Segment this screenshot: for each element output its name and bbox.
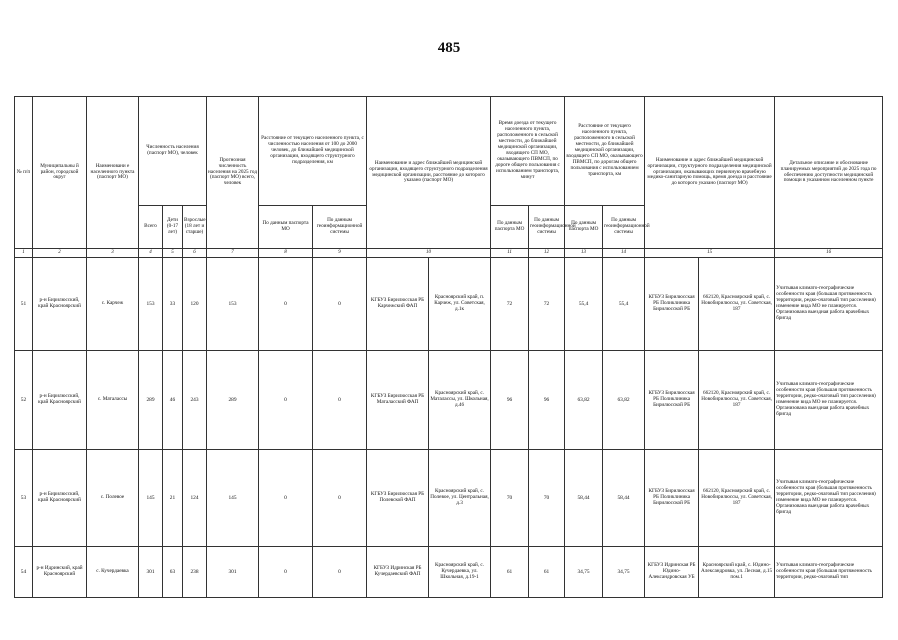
header-time-passport: По данным паспорта МО [491,206,529,249]
time-passport-cell: 96 [491,351,529,450]
population-children-cell: 21 [163,450,183,547]
header-row-1 [15,97,883,206]
column-number: 9 [313,249,367,258]
road-gis-cell: 58,44 [603,450,645,547]
header-time-group: Время доезда от текущего населенного пункта, расположенного в сельской местности, до ближайшей медицинской организации, входящего СП МО, оказывающего ПВМСП, по дороге общего пользования с использованием транспорта, минут [491,97,565,206]
header-distance-passport: По данным паспорта МО [259,206,313,249]
header-district: Муниципальны й район, городской округ [33,97,87,249]
header-primary-care-org: Наименование и адрес ближайшей медицинской организации, структурного подразделения медицинской организации, оказывающих первичную врачебную медико-санитарную помощь, время доезда и расстояние до которого указано (паспорт МО) [645,97,775,249]
district-cell: р-н Бирилюсский, край Красноярский [33,450,87,547]
column-number: 2 [33,249,87,258]
header-distance-gis: По данным геоинформационной системы [313,206,367,249]
column-number: 15 [645,249,775,258]
population-total-cell: 153 [139,258,163,351]
population-total-cell: 145 [139,450,163,547]
settlement-cell: с. Маталассы [87,351,139,450]
header-time-gis: По данным геоинформационной системы [529,206,565,249]
header-description: Детальное описание и обоснование планируемых мероприятий до 2025 года по обеспечению доступности медицинской помощи в указанном населенном пункте [775,97,883,249]
population-children-cell: 46 [163,351,183,450]
header-road-distance-group: Расстояние от текущего населенного пункта, расположенного в сельской местности, до ближайшей медицинской организации, входящего СП МО, оказывающего ПВМСП, по дорогам общего пользования с использованием транспорта, км [565,97,645,206]
column-number: 3 [87,249,139,258]
primary-care-address-cell: 662120, Красноярский край, с. Новобирилюссы, ул. Советская, 187 [699,351,775,450]
table-row [15,450,883,547]
org-address-cell: Красноярский край, п. Карчеж, ул. Советская, д.1к [429,258,491,351]
page-number: 485 [437,40,461,56]
population-total-cell: 289 [139,351,163,450]
primary-care-address-cell: Красноярский край, с. Юдино-Александровка, ул. Лесная, д.15 пом.1 [699,547,775,598]
population-total-cell: 301 [139,547,163,598]
settlement-cell: с. Кучердаевка [87,547,139,598]
population-adults-cell: 243 [183,351,207,450]
time-gis-cell: 61 [529,547,565,598]
forecast-cell: 153 [207,258,259,351]
org-address-cell: Красноярский край, с. Кучердаевка, ул. Школьная, д.19-1 [429,547,491,598]
column-number: 8 [259,249,313,258]
row-number: 51 [15,258,33,351]
primary-care-name-cell: КГБУЗ Бирилюсская РБ Поликлиника Бирилюсской РБ [645,450,699,547]
road-passport-cell: 63,82 [565,351,603,450]
forecast-cell: 289 [207,351,259,450]
org-name-cell: КГБУЗ Бирилюсская РБ Карчежский ФАП [367,258,429,351]
description-cell: Учитывая климато-географические особенности края (большая протяженность территории, редко-очаговый тип [775,547,883,598]
header-forecast: Прогнозная численность населения на 2025 год (паспорт МО) всего, человек [207,97,259,249]
column-number-row [15,249,883,258]
column-number: 14 [603,249,645,258]
population-children-cell: 33 [163,258,183,351]
org-name-cell: КГБУЗ Бирилюсская РБ Маталасский ФАП [367,351,429,450]
road-passport-cell: 34,75 [565,547,603,598]
column-number: 11 [491,249,529,258]
settlement-cell: с. Карчеж [87,258,139,351]
time-gis-cell: 72 [529,258,565,351]
header-no: № п/п [15,97,33,249]
settlement-cell: с. Полевое [87,450,139,547]
road-gis-cell: 34,75 [603,547,645,598]
road-gis-cell: 55,4 [603,258,645,351]
primary-care-address-cell: 662120, Красноярский край, с. Новобирилюссы, ул. Советская, 187 [699,258,775,351]
distance-passport-cell: 0 [259,258,313,351]
org-name-cell: КГБУЗ Идринская РБ Кучердаевский ФАП [367,547,429,598]
road-gis-cell: 63,82 [603,351,645,450]
table-row [15,258,883,351]
column-number: 1 [15,249,33,258]
column-number: 12 [529,249,565,258]
road-passport-cell: 58,44 [565,450,603,547]
row-number: 54 [15,547,33,598]
population-adults-cell: 124 [183,450,207,547]
header-adults: Взрослые (18 лет и старше) [183,206,207,249]
column-number: 6 [183,249,207,258]
time-passport-cell: 70 [491,450,529,547]
header-road-gis: По данным геоинформационной системы [603,206,645,249]
road-passport-cell: 55,4 [565,258,603,351]
header-children: Дети (0-17 лет) [163,206,183,249]
population-children-cell: 63 [163,547,183,598]
primary-care-name-cell: КГБУЗ Бирилюсская РБ Поликлиника Бирилюсской РБ [645,258,699,351]
primary-care-address-cell: 662120, Красноярский край, с. Новобирилюссы, ул. Советская, 187 [699,450,775,547]
org-address-cell: Красноярский край, с. Маталассы, ул. Школьная, д.46 [429,351,491,450]
primary-care-name-cell: КГБУЗ Бирилюсская РБ Поликлиника Бирилюсской РБ [645,351,699,450]
district-cell: р-н Бирилюсский, край Красноярский [33,258,87,351]
distance-gis-cell: 0 [313,258,367,351]
column-number: 16 [775,249,883,258]
header-total: Всего [139,206,163,249]
population-adults-cell: 120 [183,258,207,351]
header-road-passport: По данным паспорта МО [565,206,603,249]
district-cell: р-н Идринский, край Красноярский [33,547,87,598]
district-cell: р-н Бирилюсский, край Красноярский [33,351,87,450]
time-passport-cell: 61 [491,547,529,598]
table-row [15,547,883,598]
header-population-group: Численность населения (паспорт МО), человек [139,97,207,206]
table-row [15,351,883,450]
distance-passport-cell: 0 [259,547,313,598]
description-cell: Учитывая климато-географические особенности края (большая протяженность территории, редко-очаговый тип расселения) изменение вида МО не планируется. Организована выездная работа врачебных бригад [775,450,883,547]
row-number: 52 [15,351,33,450]
distance-passport-cell: 0 [259,450,313,547]
time-passport-cell: 72 [491,258,529,351]
forecast-cell: 301 [207,547,259,598]
org-address-cell: Красноярский край, с. Полевое, ул. Центральная, д.3 [429,450,491,547]
description-cell: Учитывая климато-географические особенности края (большая протяженность территории, редко-очаговый тип расселения) изменение вида МО не планируется. Организована выездная работа врачебных бригад [775,258,883,351]
forecast-cell: 145 [207,450,259,547]
time-gis-cell: 70 [529,450,565,547]
column-number: 10 [367,249,491,258]
distance-gis-cell: 0 [313,547,367,598]
column-number: 4 [139,249,163,258]
org-name-cell: КГБУЗ Бирилюсская РБ Полевской ФАП [367,450,429,547]
distance-passport-cell: 0 [259,351,313,450]
distance-gis-cell: 0 [313,450,367,547]
header-nearest-org: Наименование и адрес ближайшей медицинской организации, входящего структурного подразделения медицинской организации, расстояние до которого указано (паспорт МО) [367,97,491,249]
distance-gis-cell: 0 [313,351,367,450]
header-settlement: Наименовани е населенного пункта (паспорт МО) [87,97,139,249]
primary-care-name-cell: КГБУЗ Идринская РБ Юдино-Александровская УБ [645,547,699,598]
population-adults-cell: 238 [183,547,207,598]
column-number: 5 [163,249,183,258]
row-number: 53 [15,450,33,547]
time-gis-cell: 96 [529,351,565,450]
column-number: 7 [207,249,259,258]
header-distance-group: Расстояние от текущего населенного пункта, с численностью населения от 100 до 2000 человек, до ближайшей медицинской организации, входящего структурного подразделения, км [259,97,367,206]
column-number: 13 [565,249,603,258]
data-table [14,96,883,598]
description-cell: Учитывая климато-географические особенности края (большая протяженность территории, редко-очаговый тип расселения) изменение вида МО не планируется. Организована выездная работа врачебных бригад [775,351,883,450]
